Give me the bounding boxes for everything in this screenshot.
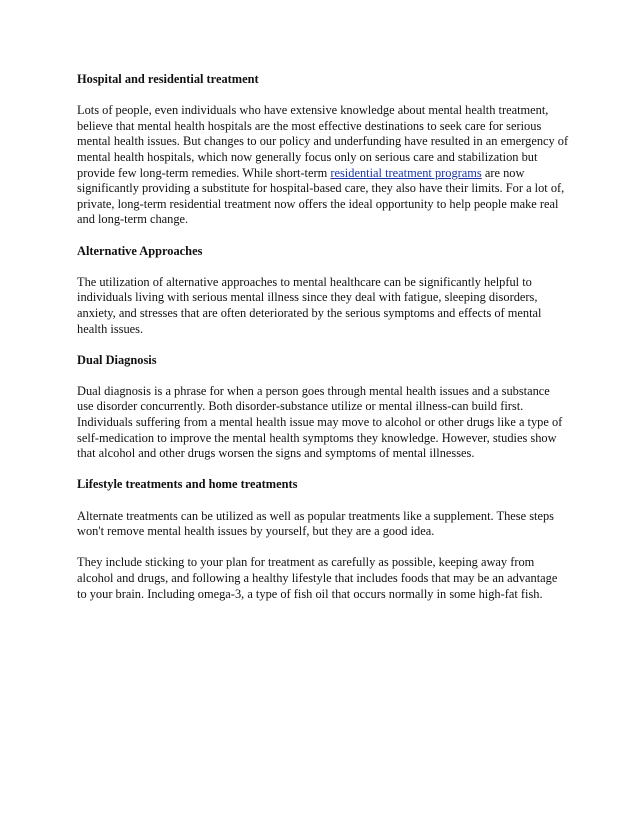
section-lifestyle-treatments xyxy=(77,477,569,602)
section-heading: Alternative Approaches xyxy=(77,243,203,258)
paragraph: They include sticking to your plan for treatment as carefully as possible, keeping away from alcohol and drugs, and following a healthy lifestyle that includes foods that may be an advantage to your brain. Including omega-3, a type of fish oil that occurs normally in some high-fat fish. xyxy=(77,555,558,601)
document-page xyxy=(77,72,569,618)
paragraph xyxy=(77,103,569,228)
section-heading: Lifestyle treatments and home treatments xyxy=(77,477,298,492)
paragraph-text: are now significantly providing a substitute for hospital-based care, they also have their limits. For a lot of, private, long-term residential treatment now offers the ideal opportunity to help people make real and long-term change. xyxy=(77,165,565,227)
residential-treatment-programs-link[interactable]: residential treatment programs xyxy=(330,165,482,180)
section-heading: Dual Diagnosis xyxy=(77,352,157,367)
section-heading: Hospital and residential treatment xyxy=(77,72,259,86)
paragraph: Dual diagnosis is a phrase for when a person goes through mental health issues and a substance use disorder concurrently. Both disorder-substance utilize or mental illness-can build first. Individuals suffering from a mental health issue may move to alcohol or other drugs like a type of self-medication to improve the mental health symptoms they knowledge. However, studies show that alcohol and other drugs worsen the signs and symptoms of mental illnesses. xyxy=(77,383,563,461)
paragraph: Alternate treatments can be utilized as well as popular treatments like a supplement. These steps won't remove mental health issues by yourself, but they are a good idea. xyxy=(77,508,554,539)
section-hospital-residential xyxy=(77,72,569,228)
paragraph: The utilization of alternative approaches to mental healthcare can be significantly helpful to individuals living with serious mental illness since they deal with fatigue, sleeping disorders, anxiety, and stresses that are often deteriorated by the serious symptoms and effects of mental health issues. xyxy=(77,274,542,336)
section-alternative-approaches xyxy=(77,244,569,338)
section-dual-diagnosis xyxy=(77,353,569,462)
paragraph-text: Lots of people, even individuals who have extensive knowledge about mental health treatment, believe that mental health hospitals are the most effective destinations to seek care for serious mental health issues. But changes to our policy and underfunding have resulted in an emergency of mental health hospitals, which now generally focus only on serious care and stabilization but provide few long-term remedies. While short-term xyxy=(77,103,569,180)
